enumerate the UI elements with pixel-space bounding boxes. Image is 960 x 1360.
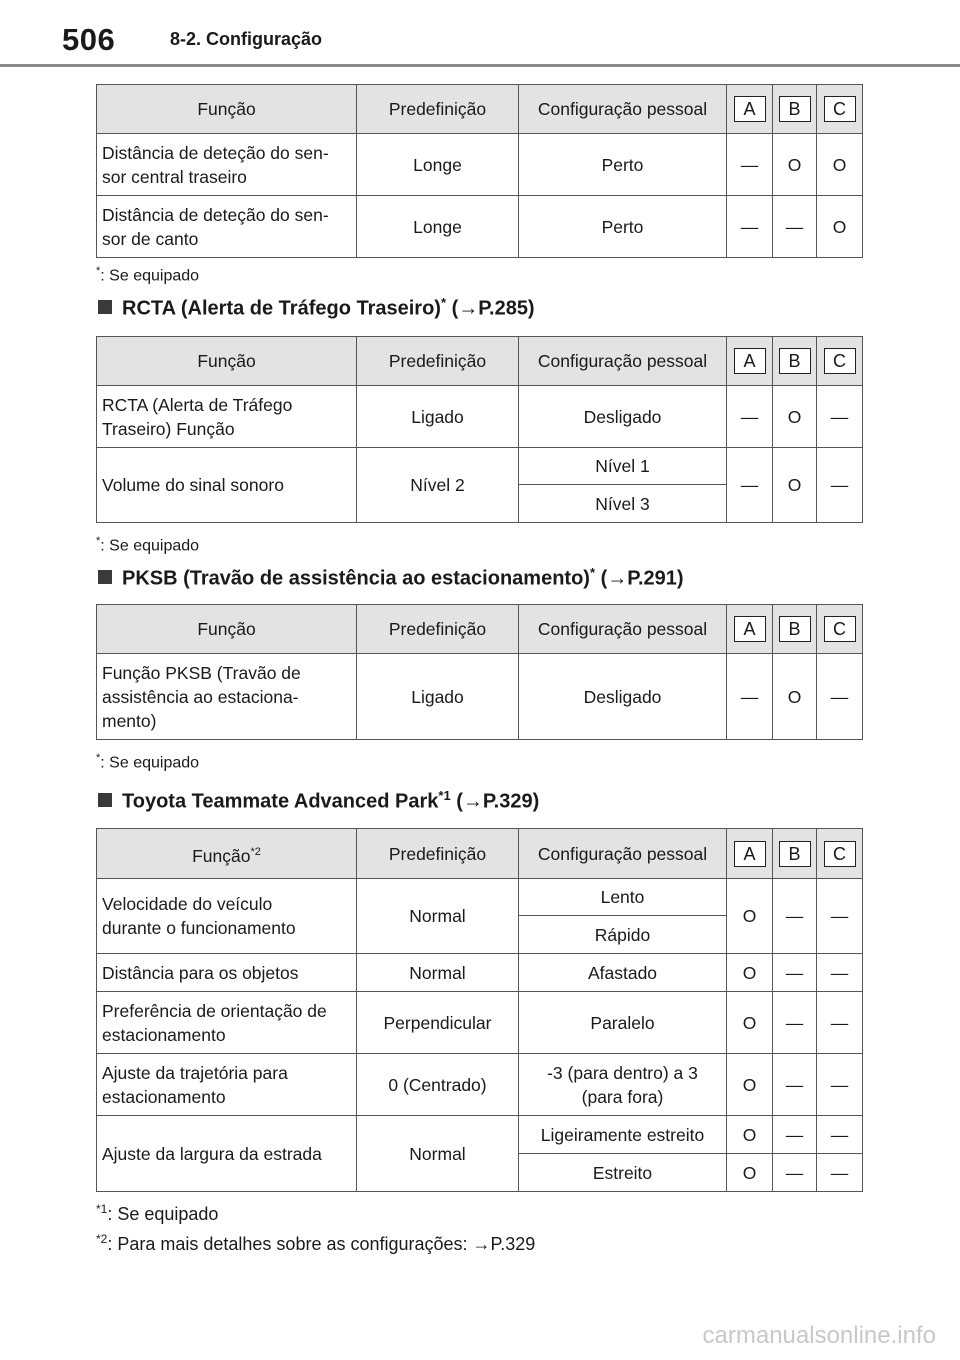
footnote-text: : Se equipado <box>100 537 200 555</box>
footnote-text: : Se equipado <box>100 267 200 285</box>
header-c <box>817 85 863 134</box>
cell-predefinicao: Longe <box>357 196 519 258</box>
rcta-table <box>96 336 863 523</box>
table-row <box>97 954 863 992</box>
header-funcao: Função <box>97 337 357 386</box>
cell-a: — <box>727 654 773 740</box>
header-a <box>727 829 773 879</box>
footnote-2 <box>96 1232 535 1255</box>
cell-c: O <box>817 196 863 258</box>
square-bullet-icon <box>98 300 112 314</box>
header-c <box>817 337 863 386</box>
header-funcao <box>97 829 357 879</box>
page-header <box>0 0 960 66</box>
cell-predefinicao: Ligado <box>357 654 519 740</box>
header-divider <box>0 64 960 67</box>
badge-c: C <box>824 616 856 642</box>
asterisk-mark: * <box>440 295 447 310</box>
footnote-equipado <box>96 535 199 555</box>
cell-b: — <box>773 1154 817 1192</box>
cell-predefinicao: Normal <box>357 954 519 992</box>
badge-a: A <box>734 616 766 642</box>
badge-c: C <box>824 96 856 122</box>
sensor-distance-table <box>96 84 863 258</box>
cell-b: — <box>773 954 817 992</box>
table-header-row <box>97 829 863 879</box>
table-row <box>97 992 863 1054</box>
header-b <box>773 829 817 879</box>
cell-configuracao: Afastado <box>519 954 727 992</box>
cell-funcao: Distância para os objetos <box>97 954 357 992</box>
header-b <box>773 85 817 134</box>
footnote-text: : Para mais detalhes sobre as configurações: →P.329 <box>107 1234 536 1254</box>
header-funcao-text: Função <box>192 845 251 866</box>
cell-b: — <box>773 196 817 258</box>
header-configuracao-pessoal: Configuração pessoal <box>519 85 727 134</box>
watermark: carmanualsonline.info <box>702 1322 936 1349</box>
section-heading-advanced-park <box>98 788 539 814</box>
cell-predefinicao: 0 (Centrado) <box>357 1054 519 1116</box>
badge-b: B <box>779 96 811 122</box>
table-row <box>97 654 863 740</box>
cell-configuracao: Perto <box>519 134 727 196</box>
cell-configuracao: Perto <box>519 196 727 258</box>
cell-b: — <box>773 1054 817 1116</box>
cell-configuracao: Desligado <box>519 654 727 740</box>
cell-c: O <box>817 134 863 196</box>
cell-predefinicao: Ligado <box>357 386 519 448</box>
cell-b: O <box>773 448 817 523</box>
pksb-table <box>96 604 863 740</box>
cell-configuracao: Lento <box>519 879 727 916</box>
header-a <box>727 85 773 134</box>
cell-configuracao: Desligado <box>519 386 727 448</box>
badge-a: A <box>734 841 766 867</box>
cell-funcao: Volume do sinal sonoro <box>97 448 357 523</box>
cell-b: — <box>773 992 817 1054</box>
cell-c: — <box>817 954 863 992</box>
table-header-row <box>97 337 863 386</box>
cell-a: — <box>727 196 773 258</box>
badge-a: A <box>734 348 766 374</box>
cell-c: — <box>817 654 863 740</box>
header-a <box>727 605 773 654</box>
badge-b: B <box>779 841 811 867</box>
cell-configuracao: Nível 3 <box>519 485 727 523</box>
table-row <box>97 1054 863 1116</box>
cell-a: — <box>727 386 773 448</box>
heading-text: Toyota Teammate Advanced Park <box>122 790 439 813</box>
table-row <box>97 879 863 916</box>
footnote-mark: *1 <box>96 1202 108 1216</box>
header-configuracao-pessoal: Configuração pessoal <box>519 829 727 879</box>
section-heading-rcta <box>98 295 535 321</box>
cell-funcao: Preferência de orientação de estacionamento <box>97 992 357 1054</box>
cell-b: — <box>773 879 817 954</box>
header-a <box>727 337 773 386</box>
cell-predefinicao: Normal <box>357 879 519 954</box>
page-number: 506 <box>62 22 116 57</box>
cell-funcao: Distância de deteção do sen- sor central traseiro <box>97 134 357 196</box>
table-header-row <box>97 605 863 654</box>
asterisk-mark: * <box>96 752 101 764</box>
header-funcao: Função <box>97 605 357 654</box>
advanced-park-table <box>96 828 863 1192</box>
header-predefinicao: Predefinição <box>357 337 519 386</box>
cell-c: — <box>817 1154 863 1192</box>
cell-b: O <box>773 386 817 448</box>
cell-a: — <box>727 134 773 196</box>
badge-c: C <box>824 348 856 374</box>
page-reference: (→P.291) <box>595 567 684 590</box>
asterisk-mark: * <box>96 535 101 547</box>
table-header-row <box>97 85 863 134</box>
cell-configuracao: Estreito <box>519 1154 727 1192</box>
section-title: 8-2. Configuração <box>170 29 323 49</box>
cell-configuracao: Rápido <box>519 916 727 954</box>
table-row <box>97 448 863 485</box>
cell-a: O <box>727 1116 773 1154</box>
cell-a: O <box>727 1054 773 1116</box>
cell-a: O <box>727 879 773 954</box>
cell-b: O <box>773 134 817 196</box>
cell-c: — <box>817 992 863 1054</box>
cell-configuracao: Paralelo <box>519 992 727 1054</box>
cell-a: O <box>727 1154 773 1192</box>
cell-configuracao: Ligeiramente estreito <box>519 1116 727 1154</box>
cell-funcao: Distância de deteção do sen- sor de canto <box>97 196 357 258</box>
square-bullet-icon <box>98 570 112 584</box>
badge-c: C <box>824 841 856 867</box>
cell-funcao: Velocidade do veículo durante o funcionamento <box>97 879 357 954</box>
section-heading-pksb <box>98 565 684 591</box>
cell-predefinicao: Normal <box>357 1116 519 1192</box>
footnote-equipado <box>96 265 199 285</box>
table-row <box>97 1116 863 1154</box>
header-predefinicao: Predefinição <box>357 829 519 879</box>
cell-c: — <box>817 1116 863 1154</box>
header-c <box>817 829 863 879</box>
heading-text: PKSB (Travão de assistência ao estacionamento) <box>122 567 590 590</box>
header-c <box>817 605 863 654</box>
cell-predefinicao: Longe <box>357 134 519 196</box>
footnote-mark: *1 <box>438 788 451 803</box>
header-predefinicao: Predefinição <box>357 605 519 654</box>
asterisk-mark: * <box>589 565 596 580</box>
cell-a: O <box>727 954 773 992</box>
cell-c: — <box>817 448 863 523</box>
footnote-1 <box>96 1202 218 1225</box>
header-configuracao-pessoal: Configuração pessoal <box>519 605 727 654</box>
header-predefinicao: Predefinição <box>357 85 519 134</box>
cell-c: — <box>817 1054 863 1116</box>
badge-a: A <box>734 96 766 122</box>
footnote-text: : Se equipado <box>100 754 200 772</box>
footnote-text: : Se equipado <box>107 1204 219 1224</box>
header-funcao: Função <box>97 85 357 134</box>
cell-b: O <box>773 654 817 740</box>
badge-b: B <box>779 348 811 374</box>
table-row <box>97 386 863 448</box>
header-configuracao-pessoal: Configuração pessoal <box>519 337 727 386</box>
cell-c: — <box>817 879 863 954</box>
footnote-mark: *2 <box>96 1232 108 1246</box>
cell-configuracao: -3 (para dentro) a 3 (para fora) <box>519 1054 727 1116</box>
cell-b: — <box>773 1116 817 1154</box>
cell-a: O <box>727 992 773 1054</box>
footnote-equipado <box>96 752 199 772</box>
table-row <box>97 196 863 258</box>
cell-configuracao: Nível 1 <box>519 448 727 485</box>
cell-funcao: RCTA (Alerta de Tráfego Traseiro) Função <box>97 386 357 448</box>
square-bullet-icon <box>98 793 112 807</box>
asterisk-mark: * <box>96 265 101 277</box>
heading-text: RCTA (Alerta de Tráfego Traseiro) <box>122 297 441 320</box>
cell-funcao: Ajuste da trajetória para estacionamento <box>97 1054 357 1116</box>
table-row <box>97 134 863 196</box>
cell-funcao: Função PKSB (Travão de assistência ao estaciona- mento) <box>97 654 357 740</box>
footnote-mark: *2 <box>250 845 261 858</box>
page-reference: (→P.285) <box>446 297 535 320</box>
header-b <box>773 605 817 654</box>
header-b <box>773 337 817 386</box>
cell-predefinicao: Perpendicular <box>357 992 519 1054</box>
cell-funcao: Ajuste da largura da estrada <box>97 1116 357 1192</box>
cell-a: — <box>727 448 773 523</box>
badge-b: B <box>779 616 811 642</box>
page-reference: (→P.329) <box>450 790 540 813</box>
cell-predefinicao: Nível 2 <box>357 448 519 523</box>
cell-c: — <box>817 386 863 448</box>
